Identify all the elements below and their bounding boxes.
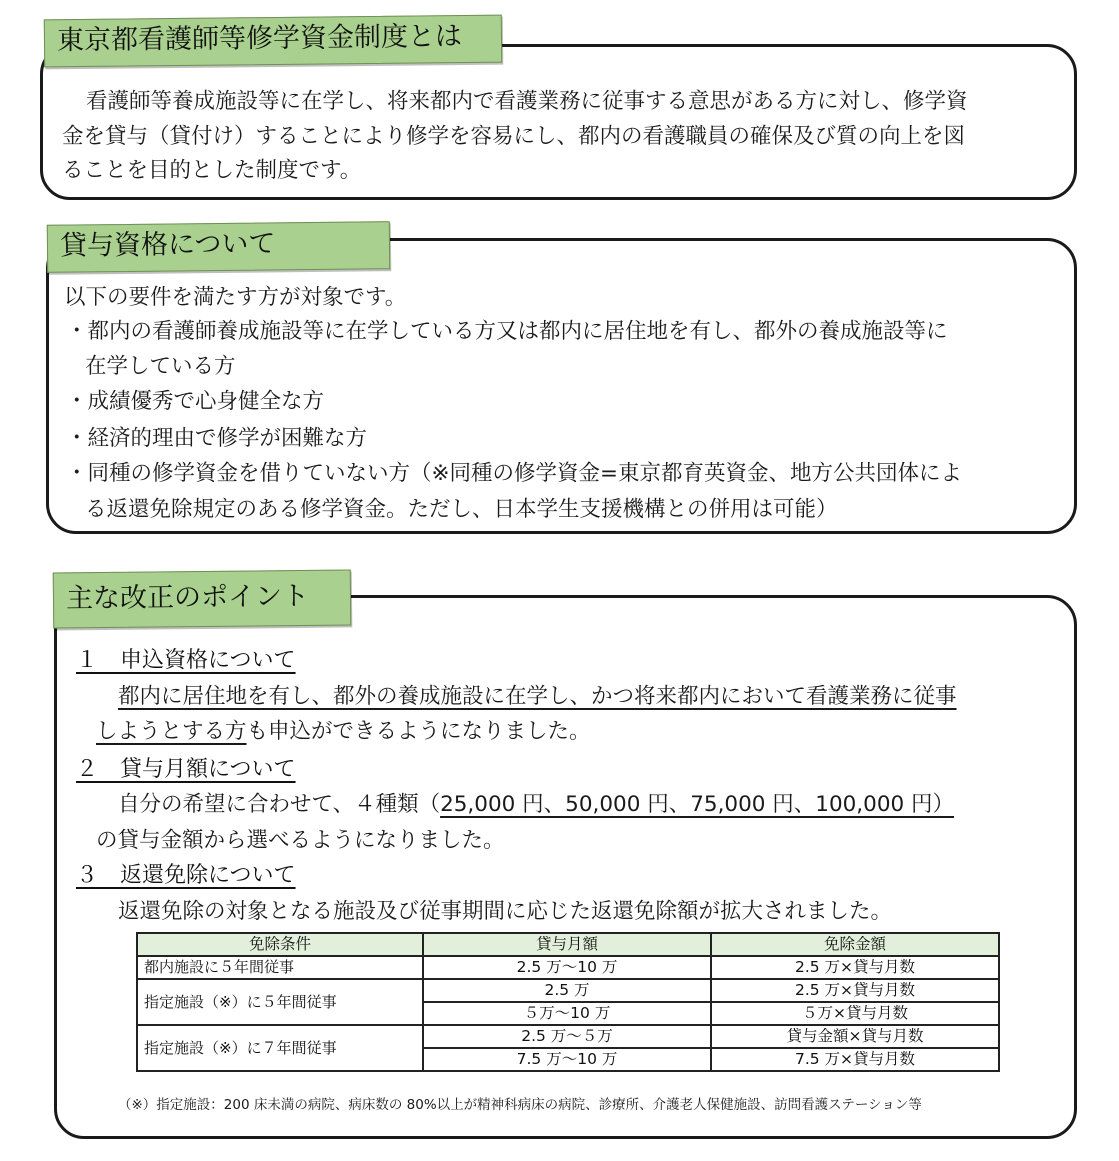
paragraph-line: ることを目的とした制度です。	[62, 158, 362, 183]
section-title: 東京都看護師等修学資金制度とは	[56, 21, 463, 57]
footnote: （※）指定施設：200 床未満の病院、病床数の 80%以上が精神科病床の病院、診療所、介護老人保健施設、訪問看護ステーション等	[118, 1097, 922, 1113]
table-header-row	[137, 933, 999, 956]
list-item: 在学している方	[85, 354, 236, 379]
table-cell: ５万×貸与月数	[711, 1002, 999, 1025]
table-cell: 都内施設に５年間従事	[137, 956, 423, 979]
point-heading: １ 申込資格について	[76, 648, 296, 673]
table-cell: 7.5 万×貸与月数	[711, 1048, 999, 1071]
section-title-tab	[53, 569, 352, 628]
intro-text: 以下の要件を満たす方が対象です。	[64, 285, 407, 310]
point-text	[96, 721, 591, 743]
table-cell: 2.5 万〜５万	[423, 1025, 711, 1048]
paragraph-line: 金を貸与（貸付け）することにより修学を容易にし、都内の看護職員の確保及び質の向上を図	[62, 124, 966, 149]
table-cell: 2.5 万〜10 万	[423, 956, 711, 979]
paragraph-line: 看護師等養成施設等に在学し、将来都内で看護業務に従事する意思がある方に対し、修学資	[86, 89, 968, 114]
list-item: る返還免除規定のある修学資金。ただし、日本学生支援機構との併用は可能）	[85, 497, 838, 522]
section-title: 主な改正のポイント	[65, 580, 310, 615]
list-item: ・経済的理由で修学が困難な方	[66, 426, 368, 451]
table-row	[137, 979, 999, 1002]
list-item: ・成績優秀で心身健全な方	[66, 389, 325, 414]
table-row	[137, 1025, 999, 1048]
point-text-underlined: 25,000 円、50,000 円、75,000 円、100,000 円）	[440, 792, 955, 817]
table-cell: 2.5 万×貸与月数	[711, 979, 999, 1002]
table-row	[137, 956, 999, 979]
point-text-rest: も申込ができるようになりました。	[246, 719, 591, 744]
point-text: 返還免除の対象となる施設及び従事期間に応じた返還免除額が拡大されました。	[118, 899, 893, 924]
table-cell: 指定施設（※）に５年間従事	[137, 979, 423, 1025]
exemption-table	[136, 932, 1000, 1072]
point-text	[118, 686, 957, 708]
point-heading: ３ 返還免除について	[76, 863, 296, 888]
table-cell: 2.5 万	[423, 979, 711, 1002]
table-header-cell: 免除条件	[137, 933, 423, 956]
table-cell: 7.5 万〜10 万	[423, 1048, 711, 1071]
section-title: 貸与資格について	[59, 228, 276, 262]
list-item: ・都内の看護師養成施設等に在学している方又は都内に居住地を有し、都外の養成施設等に	[66, 319, 948, 344]
table-cell: ５万〜10 万	[423, 1002, 711, 1025]
section-title-tab	[47, 221, 390, 273]
point-heading: ２ 貸与月額について	[76, 757, 296, 782]
table-cell: 指定施設（※）に７年間従事	[137, 1025, 423, 1071]
table-header-cell: 免除金額	[711, 933, 999, 956]
table-cell: 2.5 万×貸与月数	[711, 956, 999, 979]
point-text	[118, 794, 954, 816]
list-item: ・同種の修学資金を借りていない方（※同種の修学資金=東京都育英資金、地方公共団体によ	[66, 461, 963, 486]
point-text: の貸与金額から選べるようになりました。	[96, 828, 505, 853]
section-title-tab	[44, 15, 502, 68]
point-text-underlined: しようとする方	[96, 719, 247, 744]
eligibility-box	[46, 238, 1077, 534]
point-text-underlined: 都内に居住地を有し、都外の養成施設に在学し、かつ将来都内において看護業務に従事	[118, 684, 957, 709]
table-cell: 貸与金額×貸与月数	[711, 1025, 999, 1048]
point-text-pre: 自分の希望に合わせて、４種類（	[118, 792, 441, 817]
table-header-cell: 貸与月額	[423, 933, 711, 956]
